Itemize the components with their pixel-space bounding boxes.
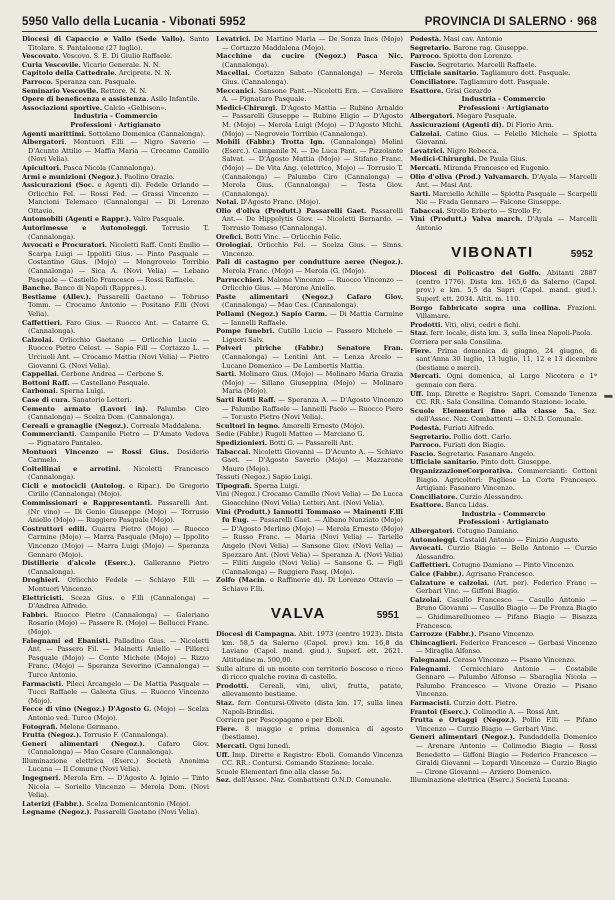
directory-entry: Farmacisti. Pileci Arcangelo — De Mattia Pasquale — Tucci Raffaele — Galeota Gius. — Ruocco Vincenzo (Mojo). <box>22 679 209 705</box>
directory-entry: Sulle alture di un monte con territorio boscoso e ricco di ricco qualche rovina di castello. <box>216 664 403 682</box>
directory-entry: Podestà. Masi cav. Antonio <box>410 35 503 43</box>
directory-entry: Uff. Imp. Dirette e Registro: Eboli. Comando Vincenza CC. RR.: Contursi. Comando Stazione: locale. <box>216 750 403 768</box>
place-name: VALVA <box>270 604 326 622</box>
directory-entry: Orologiai. Orlicchio Fel. — Scelza Gius. — Sinns. Vincenzo. <box>216 241 403 258</box>
directory-entry: Automobili (Agenti e Rappr.). Valro Pasquale. <box>22 215 185 224</box>
directory-entry: Bottoni Raff. — Castellano Pasquale. <box>22 378 150 387</box>
directory-entry: Ufficiale sanitario. Tagliamuro dott. Pasquale. <box>410 69 571 78</box>
directory-entry: Levatrici. De Martino Maria — De Sonza Ines (Mojo) — Cortazzo Maddalena (Mojo). <box>216 35 403 52</box>
directory-entry: Borgo fabbricato sopra una collina. Frazioni. Villamare. <box>410 303 597 321</box>
directory-entry: Parroco. Furiati don Biagio. <box>410 441 506 450</box>
directory-entry: Diocesi di Policastro del Golfo. Abitanti 2887 (centro 1776). Dista km. 165,6 da Salerno (Capol. prov.) e km. 5,5 da Sapri (Capol. mand. giud.). Superf. ett. 2034. Altit. m. 110. <box>410 269 597 304</box>
directory-entry: Assicurazioni (Agenti di). Di Florio Arm. <box>410 120 554 129</box>
directory-entry: Curia Vescovile. Vicario Generale. N. N. <box>22 60 161 69</box>
directory-entry: Avvocati e Procuratori. Nicoletti Raff. Conti Emilio — Scarpa Luigi — Ippoliti Gius. — Pinto Pasquale — Costantino Gius. (Mojo) — Mongroveio Torribio (Cannalonga) — Sica A. (Novi Velia) — Lebano Pasquale — Castiello Francesco — Rossi Raffaele. <box>22 241 209 284</box>
directory-entry: Medici-Chirurgi. D'Agosto Mattia — Rubino Arnaldo — Passarelli Giuseppe — Rubino Eligio — D'Agosto M. (Mojo) — Merola Luigi (Mojo) — D'Agosto Michi. (Mojo) — Negroveio Torribio (Cannalonga). <box>216 103 403 138</box>
directory-entry: Parrucchieri. Malone Vincenzo — Ruocco Vincenzo — Orlicchio Gius. — Marone Aniello. <box>216 275 403 293</box>
directory-entry: Laterizi (Fabbr.). Scelza Domenicantonio (Mojo). <box>22 799 191 808</box>
directory-entry: Calzolai. Casullo Francesco — Casullo Antonio — Bruno Giovanni — Casullo Biagio — De Frenza Biagio — Ghidimarelluomeo — Pifano Biagio — Bisazza Francesco. <box>410 595 597 630</box>
directory-entry: Avvocati. Curzio Biagio — Bello Antonio — Curzio Alessandro. <box>410 544 597 561</box>
directory-entry: Tipografi. Sperna Luigi. <box>216 481 300 490</box>
directory-entry: Calzature e calzolai. (Art. per). Federico Franc — Gerbari Vinc. — Giffoni Biagio. <box>410 578 597 596</box>
directory-entry: Medici-Chirurghi. De Paula Gius. <box>410 155 528 164</box>
directory-entry: Apicultori. Pasca Nicola (Cannalonga). <box>22 163 156 172</box>
directory-entry: Diocesi di Campagna. Abit. 1973 (centro 1923). Dista km. 58,5 da Salerno (Capol. prov.) km. 16,8 da Laviano (Capol. mand. giud.). Superf. ett. 2621. Altitudine m. 500,00. <box>216 630 403 664</box>
directory-entry: Calzolai. Orlicchio Gaetano — Orlicchio Lucio — Ruocco Pietro Celest. — Sapio Fill — Cortazzo L. — Urciuoli Ant. — Crocamo Mattia (Novi Velia) — Pietro Giovanni G. (Novi Velia). <box>22 335 209 370</box>
directory-entry: Tessuti (Negoz.) Sapio Luigi. <box>216 473 313 482</box>
directory-entry: Sarti. Marciello Achille — Spiotta Pasquale — Scarpelli Nic — Frada Gennaro — Falcone Giuseppe. <box>410 189 597 207</box>
directory-entry: Ingegneri. Merola Ern. — D'Agosto A. Iginio — Tinto Nicola — Soriello Vincenzo — Merola Dom. (Novi Velia). <box>22 774 209 800</box>
directory-entry: Commissionari e Rappresentanti. Passarelli Ant. (Nr vino) — Di Genio Giuseppe (Mojo) — Torrusio Aniello (Mojo) — Ruggiero Pasquale (Mojo). <box>22 499 209 525</box>
directory-entry: Frantoi (Eserc.). Colimodio A. — Rossi Ant. <box>410 707 560 716</box>
directory-entry: Commercianti. Campanile Pietro — D'Amato Vedova — Pignataro Pantaleo. <box>22 430 209 447</box>
directory-entry: Scuole Elementari fino alla classe 5a. <box>216 767 342 776</box>
directory-entry: Autorimesse e Autonoleggi. Torrusio T. (Cannalonga). <box>22 224 209 241</box>
section-heading: Professioni · Artigianato <box>458 103 549 112</box>
page-edge-mark: ▌ <box>604 395 613 401</box>
directory-entry: Associazioni sportive. Calcio «Gelbison». <box>22 103 167 112</box>
directory-entry: Calzolai. Catino Gius. — Felello Michele — Spiotta Giovanni. <box>410 129 597 147</box>
directory-entry: Seminario Vescovile. Rettore. N. N. <box>22 86 147 95</box>
column-1 <box>22 35 209 890</box>
directory-entry: Illuminazione elettrica (Eserc.) Società Anonima Lucana — Il Comune (Novi Velia). <box>22 756 209 774</box>
directory-entry: Mercati. Ogni domenica, al Largo Nicotera e 1ª gennaio con fiera. <box>410 372 597 389</box>
directory-entry: Esattore. Grisi Gerardo <box>410 86 492 95</box>
directory-entry: Macchine da cucire (Negoz.) Pasca Nic. (Cannalonga). <box>216 52 403 69</box>
directory-entry: Tabaccai. Strollo Erberto — Strollo Fr. <box>410 206 542 215</box>
directory-entry: Podestà. Furiati Alfredo. <box>410 423 495 432</box>
directory-entry: Olio d'oliva (Prod.) Valvamarch. D'Ayala — Marcelli Ant. — Masi Ant. <box>410 172 597 190</box>
directory-entry: Zolfo (Macin. e Raffinerie di). Di Lorenzo Ottavio — Schiavo F.lli. <box>216 576 403 593</box>
directory-entry: Carrozze (Fabbr.). Pisano Vincenzo. <box>410 630 535 639</box>
place-heading <box>414 243 593 261</box>
page-header <box>22 16 597 32</box>
directory-entry: Montuori Vincenzo — Rossi Gius. Desiderio Carmelo. <box>22 447 209 465</box>
directory-entry: Fiere. Prima domenica di giugno, 24 giugno, di sant'Anna 30 luglio, 13 luglio, 11, 12 e 13 dicembre (bestiame e merci). <box>410 346 597 372</box>
directory-entry: Chincaglieri. Federico Francesco — Gerbasi Vincenzo — Miraglia Alfonso. <box>410 638 597 656</box>
directory-entry: Conciliatore. Curzio Alessandro. <box>410 492 523 501</box>
directory-entry: Staz. ferr. locale, dista km. 3, sulla linea Napoli-Paola. <box>410 329 593 338</box>
directory-entry: Banche. Banco di Napoli (Rappres.). <box>22 284 147 293</box>
columns <box>22 35 597 890</box>
directory-entry: Illuminazione elettrica (Eserc.) Società Lucana. <box>410 776 570 785</box>
directory-entry: Segretario. Barone rag. Giuseppe. <box>410 43 529 52</box>
directory-entry: Frutta (Negoz.). Torrusio F. (Cannalonga). <box>22 731 169 740</box>
directory-entry: Notai. D'Agosto Franc. (Mojo). <box>216 198 321 207</box>
directory-entry: OrganizzazioneCorporativa. Commercianti: Cottoni Biagio. Agricoltori: Pagliese La Corte Francesco. Artigiani: Fasanaro Vincenzo. <box>410 466 597 493</box>
directory-entry: Calce (Fabbr.). Agrisano Francesco. <box>410 570 535 579</box>
section-heading: Industria - Commercio <box>461 95 546 104</box>
directory-entry: Spedizionieri. Botti G. — Passarelli Ant. <box>216 438 354 447</box>
directory-entry: Cemento armato (Lavori in). Palumbo Ciro (Cannalonga) — Scelza Dom. (Cannalonga). <box>22 404 209 422</box>
directory-entry: Bestiame (Allev.). Passarelli Gaetano — Tobruso Tomm. — Crocamo Antonio — Positano F.lli (Novi Velia). <box>22 292 209 318</box>
directory-entry: Orefici. Botti Vinc. — Orlicchio Felic. <box>216 232 342 241</box>
directory-entry: Albergatori. Montuori F.lli — Nigro Saverio — D'Acunto Attilio — Maffia Maria — Crocamo Camillo (Novi Velia). <box>22 138 209 164</box>
directory-entry: Sarti. Molinaro Gius. (Mojo) — Molinaro Maria Grazia (Mojo) — Sillano Giuseppina (Mojo) — Molinaro Maria (Mojo). <box>216 370 403 396</box>
directory-entry: Segretario. Pollio dott. Carlo. <box>410 432 512 441</box>
directory-entry: Parroco. Speranza can. Pasquale. <box>22 77 137 86</box>
directory-entry: Falegnami. Ceraso Vincenzo — Pisano Vincenzo. <box>410 655 576 664</box>
directory-entry: Distillerie d'alcole (Eserc.). Galleranno Pietro (Cannalonga). <box>22 559 209 576</box>
directory-entry: Assicurazioni (Soc. e Agenti di). Fedele Orlando — Orlicchio Fel. — Rossi Fed. — Grassi Vincenzo — Mancioni Telemaco (Cannalonga) — Di Lorenzo Ottavio. <box>22 181 209 215</box>
directory-entry: Conciliatore. Tagliamuro dott. Pasquale. <box>410 77 550 86</box>
header-left: 5950 Vallo della Lucania - Vibonati 5952 <box>22 16 246 28</box>
directory-entry: Capitolo della Cattedrale. Arciprete. N. N. <box>22 69 172 78</box>
directory-entry: Esattore. Banca Lidas. <box>410 501 489 510</box>
directory-entry: Elettricisti. Sceza Gius. e F.lli (Cannalonga) — D'Andrea Alfredo. <box>22 593 209 611</box>
directory-entry: Fotografi. Melone Germano. <box>22 722 120 731</box>
directory-entry: Fabbri. Ruocco Pietro (Cannalonga) — Galeriano Rosario (Mojo) — Passere R. (Mojo) — Bellucci Franc. (Mojo). <box>22 610 209 636</box>
directory-entry: Paste alimentari (Negoz.) Cafaro Giov. (Cannalonga) — Mao Ces. (Cannalonga). <box>216 292 403 310</box>
directory-entry: Prodotti. Viti, olivi, cedri e fichi. <box>410 320 521 329</box>
directory-entry: Falegnami ed Ebanisti. Palladino Gius. — Nicoletti Ant. — Passero Fil. — Mainetti Aniello — Pillerci Pasquale (Mojo) — Conte Michele (Mojo) — Rizzo Franc. (Mojo) — Speranza Severino (Cannalonga) — Turco Antonio. <box>22 636 209 679</box>
directory-entry: Mobili (Fabbr.) Trotta Ign. (Cannalonga) Molini (Eserc.). Campanile N. — De Luca Pant. — Pizzolante Salvat. — D'Agosto Mattia (Mojo) — Stifano Franc. (Mojo) — De Vita Ang. (elettrico, Mojo) — Torrusio T. (Cannalonga) — Palumbo Ciro (Cannalonga) — Merola Gius. (Cannalonga) — Testa Giov. (Cannalonga). <box>216 138 403 198</box>
directory-entry: Macellai. Cortazzo Sabato (Cannalonga) — Merola Gius. (Cannalonga). <box>216 69 403 86</box>
directory-entry: Pompe funebri. Cutillo Lucio — Passero Michele — Liguori Salv. <box>216 327 403 344</box>
directory-entry: Diocesi di Capaccio e Vallo (Sede Vallo). Santo Titolare. S. Pantaleone (27 luglio). <box>22 35 209 52</box>
directory-entry: Albergatori. Cotugno Damiano. <box>410 527 519 536</box>
directory-entry: Sez. dell'Assoc. Naz. Combattenti O.N.D. Comunale. <box>216 776 392 785</box>
directory-entry: Polveri piriche (Fabbr.) Senatore Fran. (Cannalonga) — Lentini Ant. — Lenza Arcelo — Lucano Domenico — De Lambertis Mattia. <box>216 344 403 370</box>
directory-entry: Carbonai. Sperna Luigi. <box>22 387 106 396</box>
directory-entry: Costruttori edili. Guarra Pietro (Mojo) — Ruocco Carmine (Mojo) — Marra Pasquale (Mojo) — Ippolito Vincenzo (Mojo) — Marra Luigi (Mojo) — Speranza Gennaro (Mojo). <box>22 524 209 559</box>
directory-entry: Tabaccai. Nicoletti Giovanni — D'Acunto A. — Schiavo Gaet. — D'Agosto Saverio (Mojo) — Mazzarone Mauro (Mojo). <box>216 447 403 473</box>
place-heading <box>220 604 399 622</box>
directory-entry: Legname (Negoz.). Passarelli Gaetano (Novi Velia). <box>22 808 200 817</box>
column-3 <box>410 35 597 890</box>
directory-entry: Staz. ferr. Contursi-Oliveto (dista km. 17, sulla linea Napoli-Brindisi. <box>216 698 403 716</box>
directory-entry: Ufficiale sanitario. Pinto dott. Giuseppe. <box>410 458 552 467</box>
directory-entry: Cereali e granaglie (Negoz.). Correale Maddalena. <box>22 421 202 430</box>
directory-entry: Mercati. Miranda Francesco ed Eugenio. <box>410 163 550 172</box>
directory-entry: Vescovato. Vescovo. S. E. Di Giulio Raffaele. <box>22 52 173 61</box>
directory-entry: Vini (Produtt.) Iannotti Tommaso — Mainenti F.lli fu Eug. — Passarelli Gaet. — Albano Nunziato (Mojo) — D'Agosto Merlino (Mojo) — Merola Ernesto (Mojo) — Russo Franc. — Maria (Novi Velia) — Tariello Angelo (Novi Velia) — Sansone Giov. (Novi Velia) — Spezzaro Ant. (Novi Velia) — Speranza A. (Novi Velia) — Filiti Angelo (Novi Velia) — Sansone G. — Figli (Cannalonga) — Ruggiero Pasq. (Mojo). <box>216 507 403 576</box>
place-number: 5952 <box>570 248 593 260</box>
directory-entry: Prodotti. Cereali, vini, ulivi, frutta, patate, allevamento bestiame. <box>216 681 403 699</box>
directory-entry: Autonoleggi. Castaldi Antonio — Finizio Augusto. <box>410 535 580 544</box>
directory-entry: Opere di beneficenza e assistenza. Asilo Infantile. <box>22 95 200 104</box>
directory-entry: Frutta e Ortaggi (Negoz.). Pollio F.lli — Pifano Vincenzo — Curzio Biagio — Gerbari Vinc. <box>410 716 597 733</box>
section-heading: Professioni · Artigianato <box>458 518 549 527</box>
directory-entry: Vini (Negoz.) Crocamo Camillo (Novi Velia) — De Lucca Gioacchino (Novi Velia) Letteri Ant. (Novi Velia). <box>216 490 403 508</box>
directory-entry: Meccanici. Sansone Pant.—Nicoletti Ern. — Cavaliere A. — Pignataro Pasquale. <box>216 86 403 104</box>
directory-entry: Fiere. 8 maggio e prima domenica di agosto (bestiame). <box>216 724 403 742</box>
directory-entry: Sarti Rotti Raff. — Speranza A. — D'Agosto Vincenzo — Palumbo Raffaele — Iannelli Paolo — Ruocco Piero — Tor.usto Pietro (Novi Velia). <box>216 395 403 422</box>
directory-entry: Case di cura. Sanatorio Letteri. <box>22 395 132 404</box>
directory-entry: Corriera per sala Consilina. <box>410 338 503 346</box>
directory-entry: Farmacisti. Curzio dott. Pietro. <box>410 698 518 707</box>
directory-entry: Falegnami. Cernicchiaro Antonio — Costabile Gennaro — Palumbo Alfonso — Sbaraglia Nicola — Palumbo Francesco — Vivone Orazio — Pisano Vincenzo. <box>410 664 597 699</box>
column-2 <box>216 35 403 890</box>
directory-entry: Fecce di vino (Negoz.) D'Agosto G. (Mojo) — Scelza Antonio ved. Turco (Mojo). <box>22 705 209 722</box>
directory-entry: Albergatori. Megaro Pasquale. <box>410 112 517 121</box>
directory-entry: Caffettieri. Cotugno Damiano — Pinto Vincenzo. <box>410 561 576 570</box>
directory-entry: Olio d'oliva (Produtt.) Passarelli Gaet. Passarelli Ant.— De Hippolytis Giov. — Nicoletti Bernardo. — Torrusio Tomaso (Cannalonga). <box>216 206 403 233</box>
directory-entry: Generi alimentari (Negoz.). Cafaro Giov. (Cannalonga) — Mao Cesare (Cannalonga). <box>22 739 209 757</box>
directory-entry: Scuole Elementari fino alla classe 5a. Sez. dell'Assoc. Naz. Combattenti — O.N.D. Comunale. <box>410 406 597 424</box>
directory-entry: Parroco. Spiotta don Lorenzo. <box>410 52 513 61</box>
directory-entry: Corriera per Pescopagano e per Eboli. <box>216 716 345 725</box>
directory-entry: Droghieri. Orlicchio Fedele — Schiavo F.lli — Montuori Vincenzo. <box>22 576 209 593</box>
directory-entry: Levatrici. Nigro Rebecca. <box>410 146 499 155</box>
section-heading: Professioni · Artigianato <box>70 120 161 129</box>
directory-entry: Vini (Produtt.) Valva march. D'Ayala — Marcelli Antonio <box>410 215 597 233</box>
section-heading: Industria - Commercio <box>73 112 158 121</box>
section-heading: Industria - Commercio <box>461 509 546 518</box>
directory-entry: Sedie (Fabbr.) Rugoli Matteo — Marciano G. <box>216 430 365 439</box>
directory-entry: Agenti marittimi. Sottolano Domenica (Cannalonga). <box>22 129 205 138</box>
directory-entry: Uff. Imp. Dirette e Registro: Sapri. Comando Tenenza CC. RR.: Sala Consilina. Comando Stazione: locale. <box>410 389 597 407</box>
directory-entry: Pali di castagno per condutture aeree (Negoz.). Merola Franc. (Mojo) — Merola (G. (Mojo). <box>216 258 403 276</box>
directory-entry: Scultori in legno. Amorelli Ernesto (Mojo). <box>216 421 365 430</box>
directory-entry: Cappellai. Cerbone Andrea — Cerbone S. <box>22 370 164 379</box>
directory-entry: Caffettieri. Faro Gius. — Ruocco Ant. — Catarre G. (Cannalonga). <box>22 318 209 336</box>
directory-entry: Mercati. Ogni lunedì. <box>216 741 291 750</box>
directory-entry: Generi alimentari (Negoz.). Pandaddella Domenico — Arenare Antonio — Colimodio Biagio — Rossi Benedetto — Giffoni Biagio — Federico Francesco — Giraldi Giovanni — Lopardi Vincenzo — Curzio Biagio — Cirone Giovanni — Arziero Domenico. <box>410 733 597 776</box>
directory-entry: Fascio. Segretario. Marcelli Raffaele. <box>410 60 537 69</box>
directory-entry: Coltellinai e arrotini. Nicoletti Francesco (Cannalonga). <box>22 464 209 482</box>
header-right: PROVINCIA DI SALERNO · 968 <box>424 16 597 28</box>
place-name: VIBONATI <box>451 243 534 261</box>
directory-entry: Pollami (Negoz.) Sapio Carm. — Di Mattia Carmine — Iannelli Raffaele. <box>216 310 403 327</box>
place-number: 5951 <box>376 609 399 621</box>
directory-entry: Cicli e motocicli (Autolog. e Ripar.). De Gregorio Cirillo (Cannalonga) (Mojo). <box>22 481 209 499</box>
directory-entry: Armi e munizioni (Negoz.). Paolino Orazio. <box>22 172 175 181</box>
directory-entry: Fascio. Segretario. Fasanaro Angelo. <box>410 449 536 458</box>
